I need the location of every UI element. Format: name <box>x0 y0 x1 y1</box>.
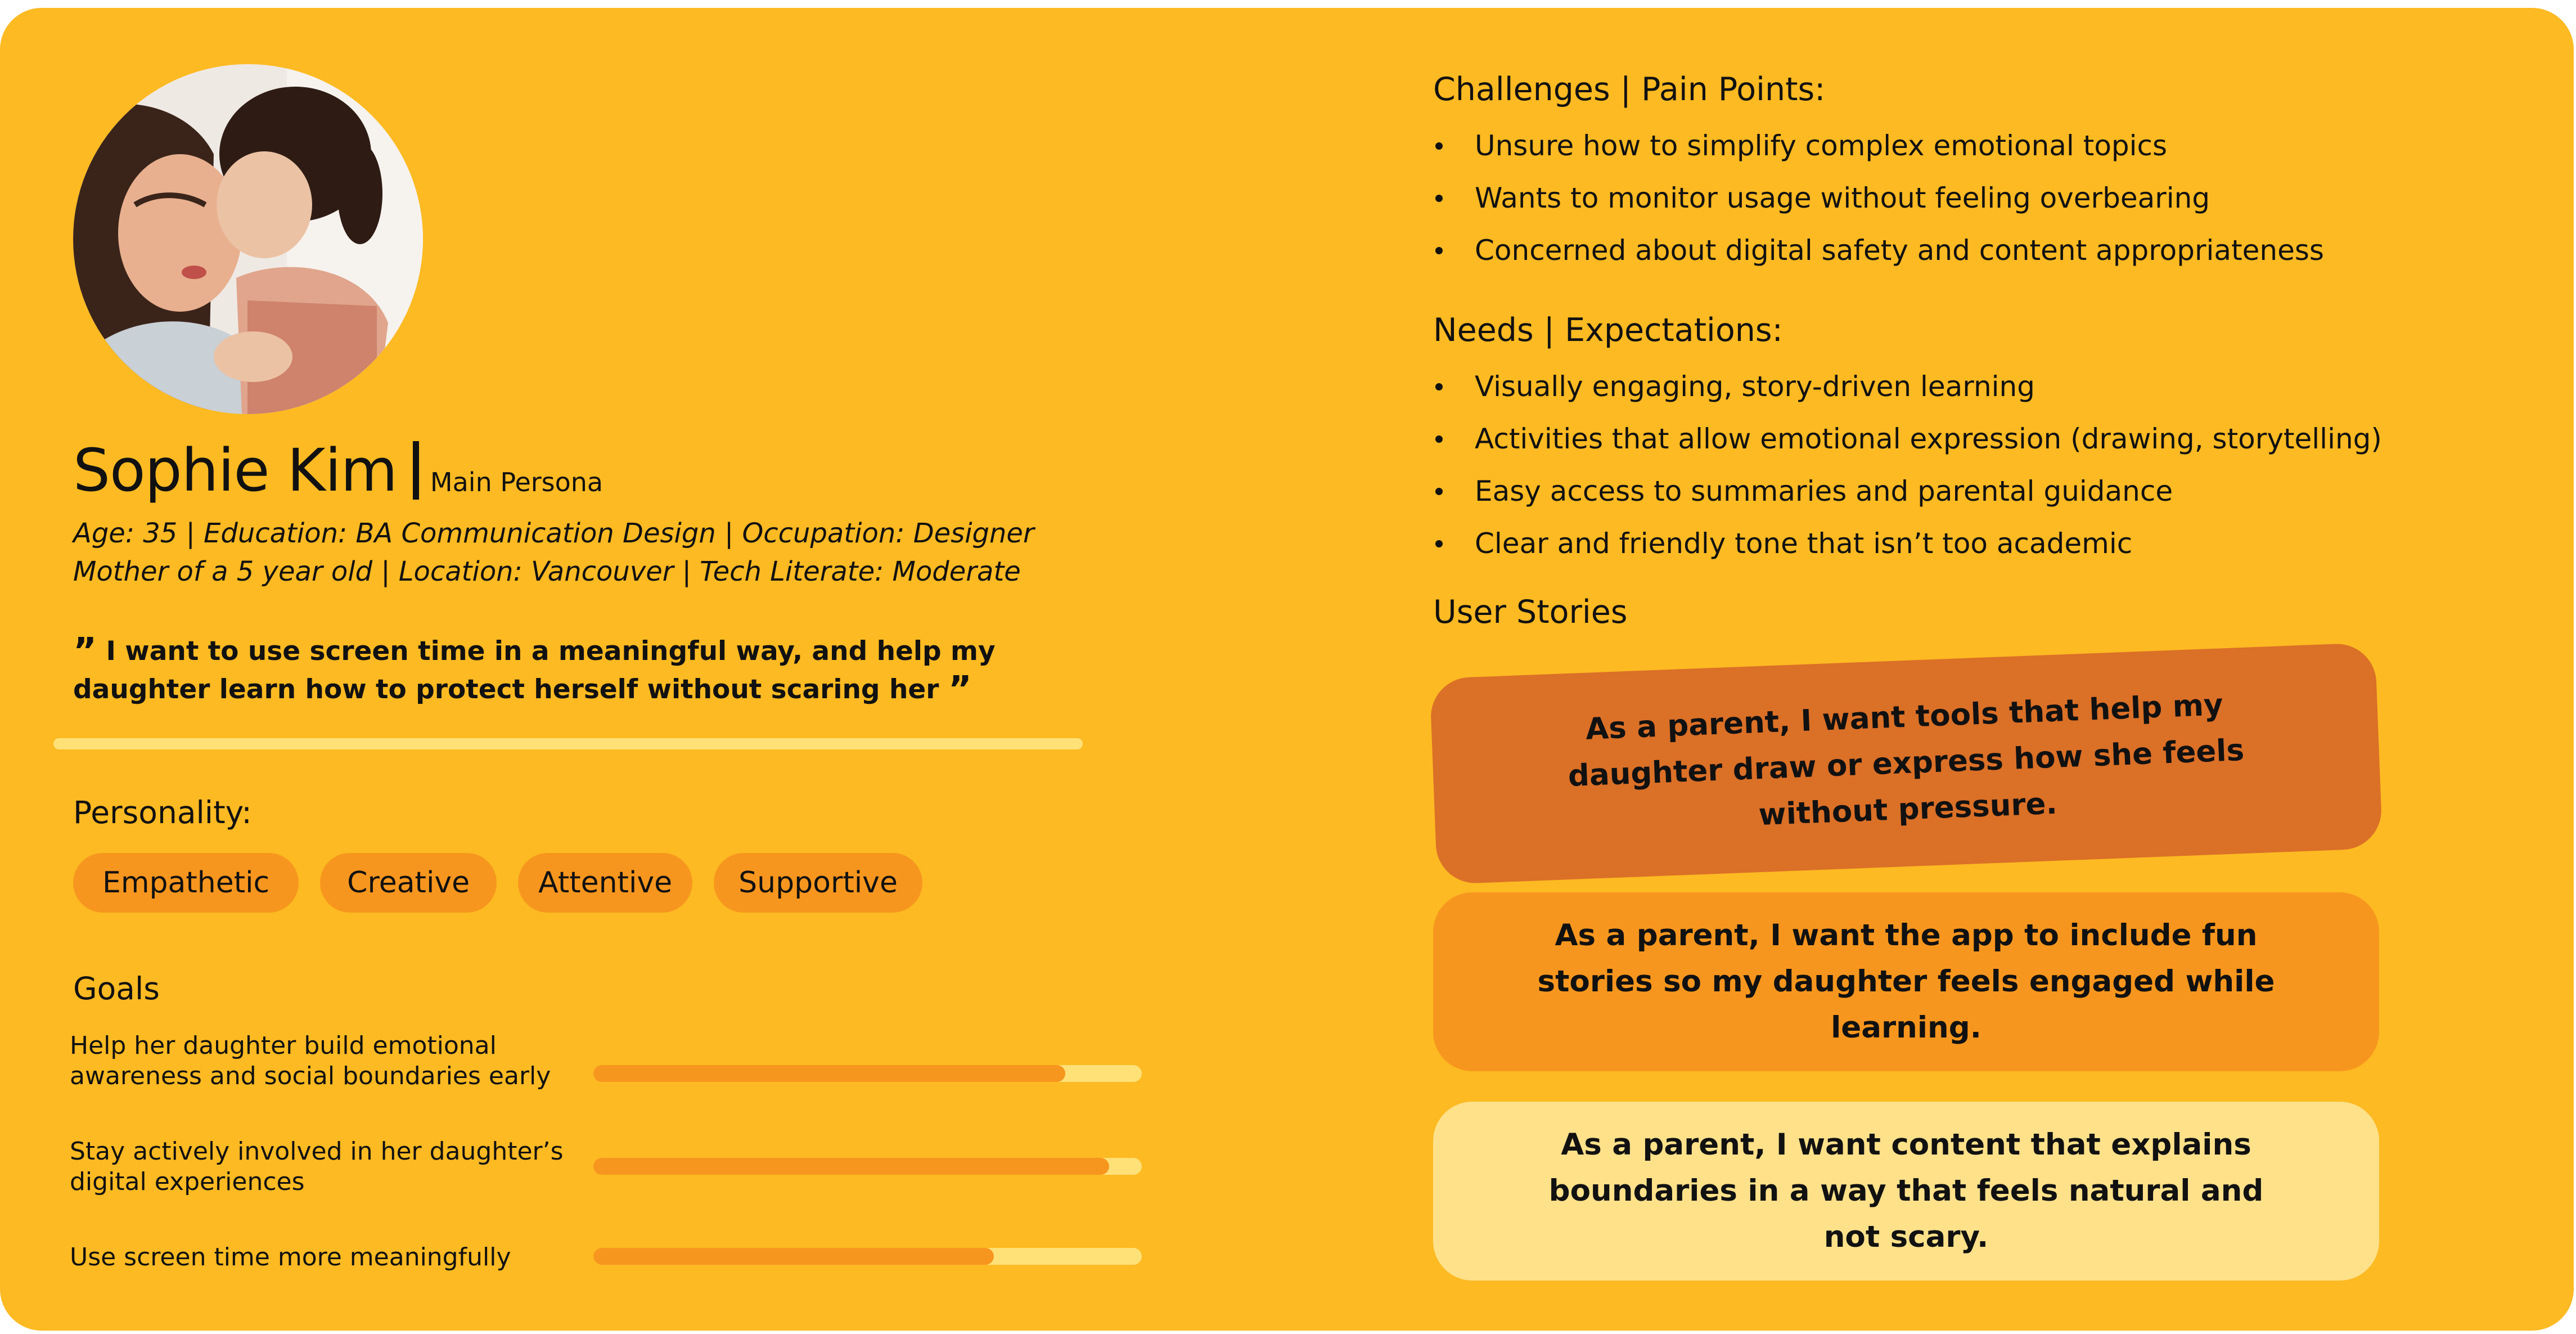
section-divider <box>53 738 1083 749</box>
goal-label: Help her daughter build emotional awareness and social boundaries early <box>70 1031 551 1090</box>
goal-label: Stay actively involved in her daughter’s digital experiences <box>70 1137 564 1196</box>
need-item: Visually engaging, story-driven learning <box>1433 361 2382 413</box>
need-item: Easy access to summaries and parental guidance <box>1433 465 2382 518</box>
user-story-text: As a parent, I want tools that help my daughter draw or express how she feels without pressure. <box>1567 688 2245 833</box>
needs-title: Needs | Expectations: <box>1433 312 1783 349</box>
challenge-item: Unsure how to simplify complex emotional topics <box>1433 120 2324 172</box>
goal-progress-track <box>593 1158 1142 1175</box>
persona-demographics <box>73 514 1034 591</box>
persona-quote <box>73 632 1080 709</box>
demographics-line-2: Mother of a 5 year old | Location: Vancouver | Tech Literate: Moderate <box>73 556 1021 587</box>
need-item: Activities that allow emotional expression (drawing, storytelling) <box>1433 413 2382 465</box>
goal-label: Use screen time more meaningfully <box>70 1243 511 1272</box>
trait-tag: Empathetic <box>73 853 299 913</box>
challenges-title: Challenges | Pain Points: <box>1433 71 1826 108</box>
personality-traits <box>73 853 922 913</box>
personality-title: Personality: <box>73 794 252 830</box>
need-item: Clear and friendly tone that isn’t too academic <box>1433 518 2382 570</box>
persona-header <box>73 426 604 505</box>
goal-progress-fill <box>593 1248 994 1265</box>
demographics-line-1: Age: 35 | Education: BA Communication Design | Occupation: Designer <box>73 518 1034 549</box>
persona-photo <box>73 64 423 414</box>
user-story-card <box>1433 892 2379 1071</box>
user-story-text: As a parent, I want the app to include fun stories so my daughter feels engaged while learning. <box>1537 918 2275 1045</box>
needs-list <box>1433 361 2382 570</box>
user-stories-title: User Stories <box>1433 594 1628 631</box>
trait-tag: Supportive <box>714 853 922 913</box>
goal-progress-fill <box>593 1065 1065 1082</box>
goal-progress-fill <box>593 1158 1109 1175</box>
challenge-item: Wants to monitor usage without feeling overbearing <box>1433 172 2324 224</box>
quote-text: I want to use screen time in a meaningful way, and help my daughter learn how to protect herself without scaring her <box>73 636 996 705</box>
user-story-card <box>1433 1102 2379 1281</box>
persona-name: Sophie Kim <box>73 436 397 505</box>
user-story-text: As a parent, I want content that explains boundaries in a way that feels natural and not scary. <box>1548 1128 2264 1254</box>
persona-card <box>0 8 2574 1331</box>
quote-close-mark: ” <box>948 669 972 711</box>
goal-progress-track <box>593 1065 1142 1082</box>
trait-tag: Attentive <box>518 853 692 913</box>
goals-title: Goals <box>73 971 160 1007</box>
name-separator <box>413 441 419 500</box>
user-story-card <box>1430 643 2383 884</box>
trait-tag: Creative <box>320 853 497 913</box>
persona-label: Main Persona <box>430 467 604 497</box>
challenge-item: Concerned about digital safety and content appropriateness <box>1433 224 2324 277</box>
quote-open-mark: ” <box>73 631 97 672</box>
challenges-list <box>1433 120 2324 277</box>
goal-progress-track <box>593 1248 1142 1265</box>
persona-photo-image <box>73 64 423 414</box>
